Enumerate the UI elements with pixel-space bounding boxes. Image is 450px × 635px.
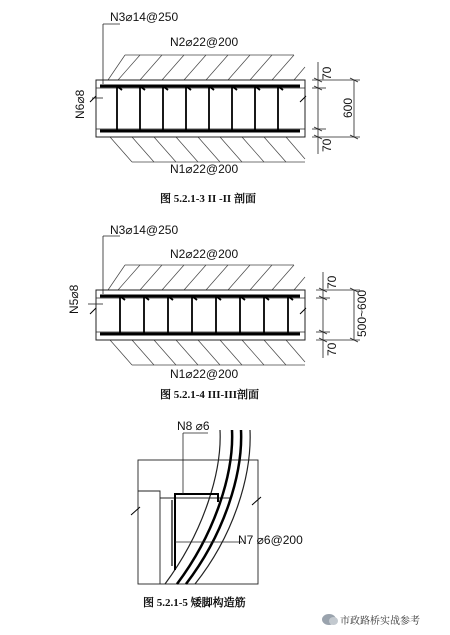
section-outline xyxy=(96,80,305,137)
label-top-main-2: N2⌀22@200 xyxy=(170,247,239,261)
caption-II-II: 图 5.2.1-3 II -II 剖面 xyxy=(160,193,256,205)
label-top-stirrup-2: N3⌀14@250 xyxy=(110,223,179,237)
dim-top-2: 70 xyxy=(325,275,339,289)
caption-III-III: 图 5.2.1-4 III-III剖面 xyxy=(160,389,260,401)
break-marks xyxy=(90,96,306,102)
section-II-II xyxy=(73,10,360,205)
dim-mid-2: 500~600 xyxy=(355,289,369,337)
label-n7: N7 ⌀6@200 xyxy=(238,533,303,547)
dim-bottom-2: 70 xyxy=(325,342,339,356)
hatch-top xyxy=(108,55,305,80)
dim-bottom: 70 xyxy=(320,138,334,152)
wechat-icon xyxy=(322,614,336,625)
watermark xyxy=(322,612,420,627)
short-leg-detail xyxy=(131,419,303,609)
dim-top: 70 xyxy=(320,66,334,80)
label-top-stirrup: N3⌀14@250 xyxy=(110,10,179,24)
hatch-top-2 xyxy=(108,265,305,290)
stirrups-2 xyxy=(120,296,293,334)
watermark-text: 市政路桥实战参考 xyxy=(340,616,420,627)
leaders-2 xyxy=(88,236,120,304)
label-bottom-main: N1⌀22@200 xyxy=(170,162,239,176)
hatch-bottom xyxy=(110,137,305,162)
section-III-III xyxy=(67,223,369,401)
dim-mid: 600 xyxy=(341,97,355,118)
caption-short-leg: 图 5.2.1-5 矮脚构造筋 xyxy=(143,597,246,609)
stirrups xyxy=(117,86,283,131)
hatch-bottom-2 xyxy=(110,340,305,365)
label-side-2: N5⌀8 xyxy=(67,284,81,314)
label-n8: N8 ⌀6 xyxy=(177,419,210,433)
label-top-main: N2⌀22@200 xyxy=(170,35,239,49)
label-bottom-main-2: N1⌀22@200 xyxy=(170,367,239,381)
label-side: N6⌀8 xyxy=(73,89,87,119)
break-marks-2 xyxy=(90,308,306,314)
